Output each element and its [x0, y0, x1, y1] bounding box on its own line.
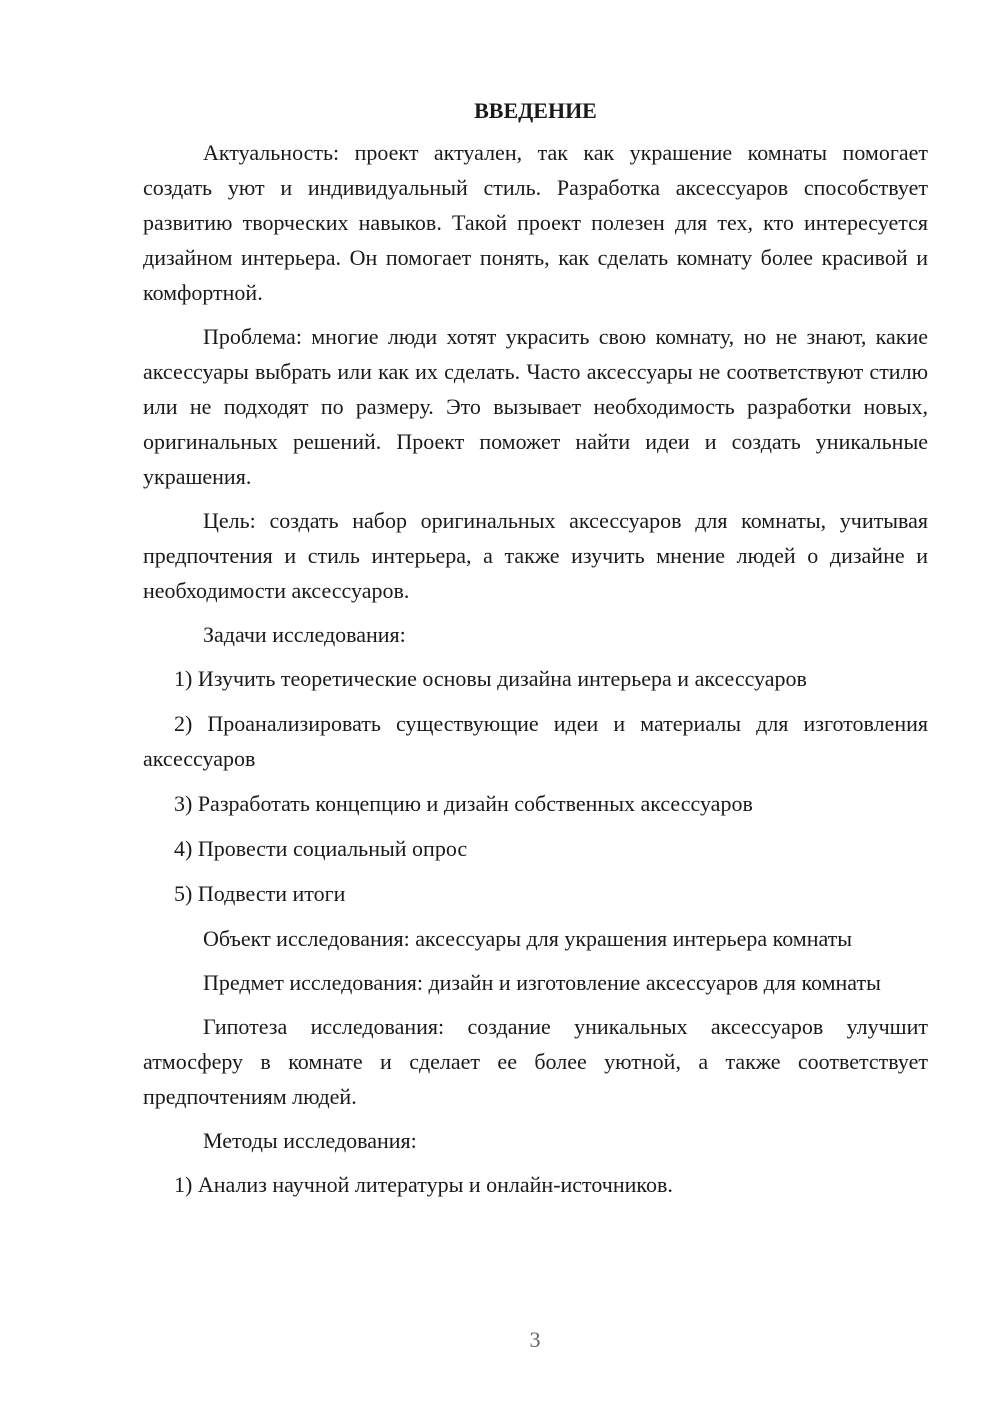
- task-item: 3) Разработать концепцию и дизайн собственных аксессуаров: [174, 791, 753, 816]
- task-item: 4) Провести социальный опрос: [174, 836, 468, 861]
- object-paragraph: Объект исследования: аксессуары для украшения интерьера комнаты: [203, 926, 853, 951]
- task-item: 2) Проанализировать существующие идеи и материалы для изготовления аксессуаров: [143, 711, 928, 771]
- page-body: [143, 96, 928, 1212]
- section-title: ВВЕДЕНИЕ: [474, 98, 597, 123]
- tasks-heading: Задачи исследования:: [203, 622, 406, 647]
- subject-paragraph: Предмет исследования: дизайн и изготовление аксессуаров для комнаты: [203, 970, 881, 995]
- relevance-paragraph: Актуальность: проект актуален, так как украшение комнаты помогает создать уют и индивидуальный стиль. Разработка аксессуаров способствует развитию творческих навыков. Такой проект полезен для тех, кто интересуется дизайном интерьера. Он помогает понять, как сделать комнату более красивой и комфортной.: [143, 140, 928, 305]
- page-number: 3: [529, 1327, 541, 1352]
- goal-paragraph: Цель: создать набор оригинальных аксессуаров для комнаты, учитывая предпочтения и стиль интерьера, а также изучить мнение людей о дизайне и необходимости аксессуаров.: [143, 508, 928, 603]
- task-item: 5) Подвести итоги: [174, 881, 346, 906]
- task-item: 1) Изучить теоретические основы дизайна интерьера и аксессуаров: [174, 666, 807, 691]
- method-item: 1) Анализ научной литературы и онлайн-источников.: [174, 1172, 673, 1197]
- methods-heading: Методы исследования:: [203, 1128, 417, 1153]
- problem-paragraph: Проблема: многие люди хотят украсить свою комнату, но не знают, какие аксессуары выбрать или как их сделать. Часто аксессуары не соответствуют стилю или не подходят по размеру. Это вызывает необходимость разработки новых, оригинальных решений. Проект поможет найти идеи и создать уникальные украшения.: [143, 324, 928, 489]
- hypothesis-paragraph: Гипотеза исследования: создание уникальных аксессуаров улучшит атмосферу в комнате и сделает ее более уютной, а также соответствует предпочтениям людей.: [143, 1014, 928, 1109]
